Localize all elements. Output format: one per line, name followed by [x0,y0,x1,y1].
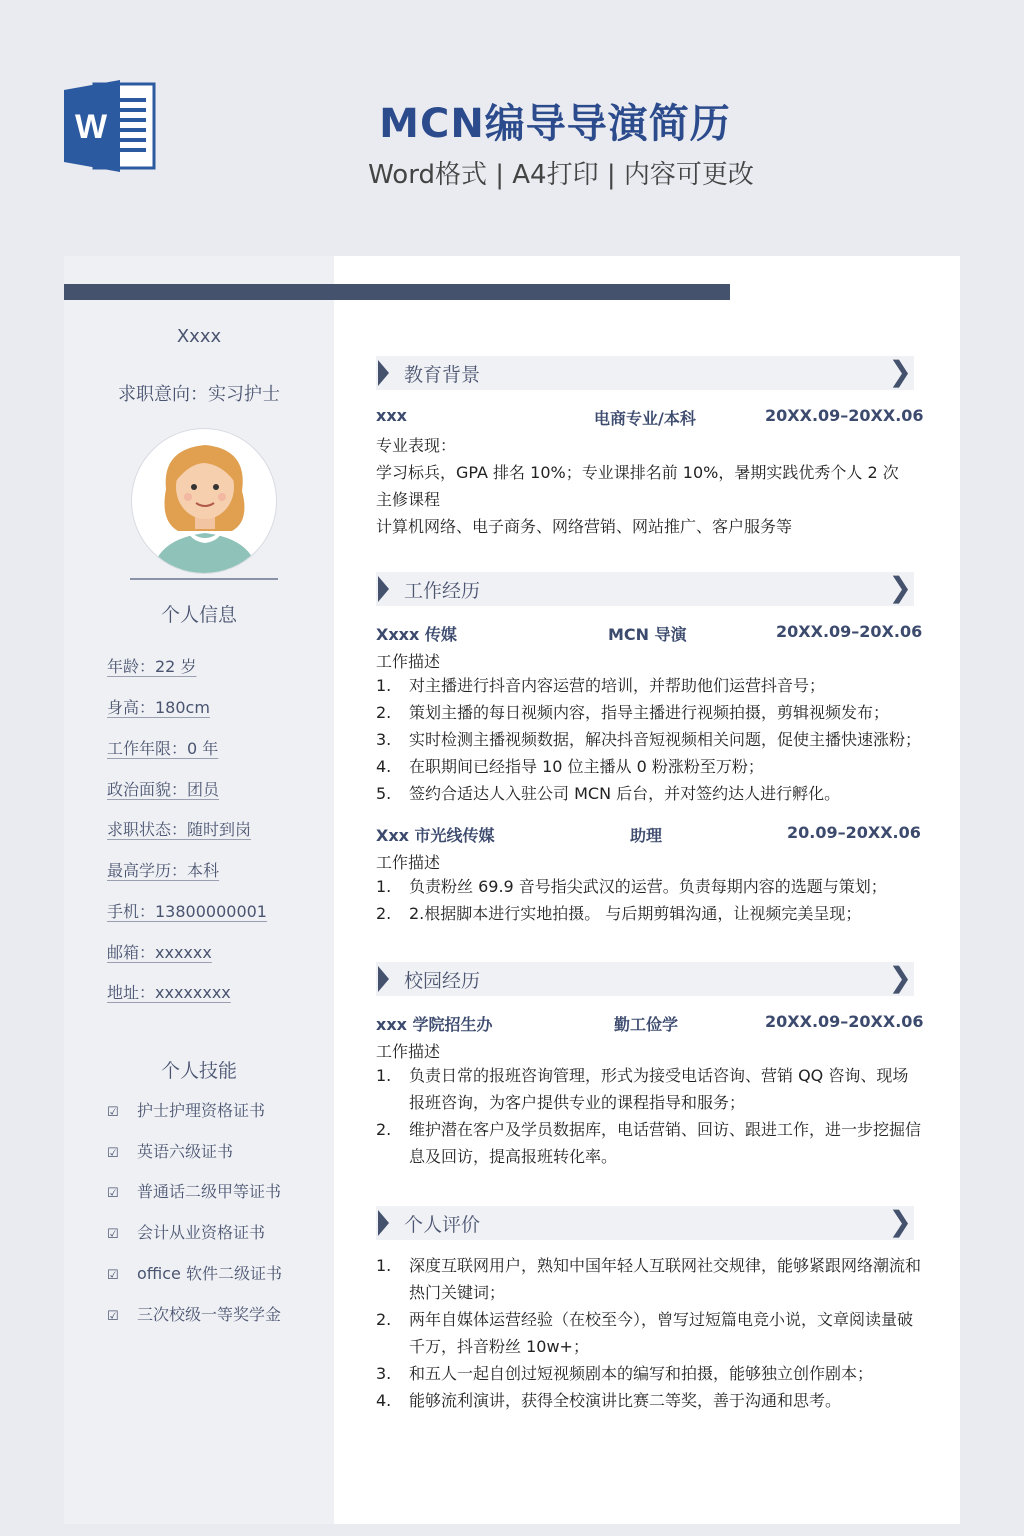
skill-label: 会计从业资格证书 [137,1223,266,1242]
list-item [376,672,921,699]
section-campus-header [376,962,914,996]
list-number: 2. [376,1120,392,1139]
list-number: 3. [376,1364,392,1383]
list-number: 2. [376,904,392,923]
list-item [376,1062,921,1116]
list-item [376,1360,921,1387]
section-title: 工作经历 [404,580,481,602]
triangle-marker-icon [378,576,389,602]
list-item [376,780,921,807]
list-item [376,1252,921,1306]
skill-label: 三次校级一等奖学金 [137,1305,282,1324]
chevron-right-icon: ❯ [888,961,912,994]
section-work-header [376,572,914,606]
section-title: 个人评价 [404,1214,481,1236]
page-subtitle: Word格式 | A4打印 | 内容可更改 [368,160,754,190]
skill-item [107,1098,265,1121]
desc-label: 工作描述 [376,853,441,872]
job-intent: 求职意向：实习护士 [118,384,280,405]
skill-label: 英语六级证书 [137,1142,234,1161]
candidate-name: Xxxx [176,326,222,347]
section-title: 教育背景 [404,364,481,386]
list-item [376,699,921,726]
list-text: 在职期间已经指导 10 位主播从 0 粉涨粉至万粉； [409,757,764,776]
education-line: 计算机网络、电子商务、网络营销、网站推广、客户服务等 [376,517,793,536]
info-item-email: 邮箱：xxxxxx [107,943,212,962]
personal-info-heading: 个人信息 [160,604,237,626]
section-education-header [376,356,914,390]
major: 电商专业/本科 [594,409,696,428]
section-evaluation-header [376,1206,914,1240]
chevron-right-icon: ❯ [888,1205,912,1238]
education-line: 主修课程 [376,490,441,509]
list-text: 深度互联网用户，熟知中国年轻人互联网社交规律，能够紧跟网络潮流和热门关键词； [409,1256,922,1302]
list-text: 两年自媒体运营经验（在校至今），曾写过短篇电竞小说，文章阅读量破千万，抖音粉丝 10w+； [409,1310,914,1356]
triangle-marker-icon [378,360,389,386]
list-number: 5. [376,784,392,803]
list-item [376,1306,921,1360]
role: 助理 [630,826,663,845]
school-name: xxx [376,406,407,425]
chevron-right-icon: ❯ [888,355,912,388]
checkbox-icon: ☑ [107,1146,119,1161]
period: 20XX.09–20XX.06 [765,1012,924,1031]
desc-label: 工作描述 [376,1042,441,1061]
page-title: MCN编导导演简历 [379,101,731,147]
list-text: 实时检测主播视频数据，解决抖音短视频相关问题，促使主播快速涨粉； [409,730,922,749]
skill-item [107,1302,281,1325]
list-number: 1. [376,1256,392,1275]
skill-label: 护士护理资格证书 [137,1101,266,1120]
list-text: 负责日常的报班咨询管理，形式为接受电话咨询、营销 QQ 咨询、现场报班咨询，为客户提供专业的课程指导和服务； [409,1066,909,1112]
list-item [376,1116,921,1170]
info-item-status: 求职状态：随时到岗 [107,820,252,839]
sidebar [64,256,334,1524]
chevron-right-icon: ❯ [888,571,912,604]
company: Xxx 市光线传媒 [376,826,495,845]
skill-label: office 软件二级证书 [137,1264,282,1283]
list-number: 2. [376,1310,392,1329]
list-text: 对主播进行抖音内容运营的培训，并帮助他们运营抖音号； [409,676,826,695]
period: 20.09–20XX.06 [787,823,921,842]
list-number: 1. [376,676,392,695]
avatar-divider [130,578,278,580]
skill-label: 普通话二级甲等证书 [137,1182,282,1201]
list-number: 4. [376,1391,392,1410]
list-item [376,1387,921,1414]
triangle-marker-icon [378,966,389,992]
top-accent-bar [64,284,730,300]
info-item-address: 地址：xxxxxxxx [107,983,231,1002]
skill-item [107,1139,233,1162]
info-item-politics: 政治面貌：团员 [107,780,220,799]
organization: xxx 学院招生办 [376,1015,493,1034]
education-line: 学习标兵，GPA 排名 10%；专业课排名前 10%，暑期实践优秀个人 2 次 [376,463,899,482]
info-item-education: 最高学历：本科 [107,861,220,880]
skill-item [107,1261,282,1284]
education-line: 专业表现： [376,436,457,455]
resume-paper [64,256,960,1524]
triangle-marker-icon [378,1210,389,1236]
skill-item [107,1220,265,1243]
list-item [376,900,921,927]
list-text: 维护潜在客户及学员数据库，电话营销、回访、跟进工作，进一步挖掘信息及回访，提高报班转化率。 [409,1120,922,1166]
list-number: 1. [376,877,392,896]
skills-heading: 个人技能 [160,1060,237,1082]
checkbox-icon: ☑ [107,1268,119,1283]
list-item [376,873,921,900]
list-number: 2. [376,703,392,722]
checkbox-icon: ☑ [107,1186,119,1201]
list-number: 4. [376,757,392,776]
list-number: 1. [376,1066,392,1085]
list-item [376,726,921,753]
desc-label: 工作描述 [376,652,441,671]
avatar [131,428,277,574]
role: MCN 导演 [608,625,687,644]
checkbox-icon: ☑ [107,1309,119,1324]
list-item [376,753,921,780]
skill-item [107,1179,281,1202]
list-text: 负责粉丝 69.9 音号指尖武汉的运营。负责每期内容的选题与策划； [409,877,887,896]
info-item-experience: 工作年限：0 年 [107,739,219,758]
info-item-phone: 手机：13800000001 [107,902,267,921]
list-text: 2.根据脚本进行实地拍摄。 与后期剪辑沟通，让视频完美呈现； [409,904,862,923]
list-text: 能够流利演讲，获得全校演讲比赛二等奖，善于沟通和思考。 [409,1391,842,1410]
info-item-height: 身高：180cm [107,698,210,717]
company: Xxxx 传媒 [376,625,457,644]
list-number: 3. [376,730,392,749]
list-text: 和五人一起自创过短视频剧本的编写和拍摄，能够独立创作剧本； [409,1364,874,1383]
list-text: 签约合适达人入驻公司 MCN 后台，并对签约达人进行孵化。 [409,784,841,803]
list-text: 策划主播的每日视频内容，指导主播进行视频拍摄，剪辑视频发布； [409,703,890,722]
word-logo-letter: W [74,108,108,146]
role: 勤工俭学 [614,1015,679,1034]
info-item-age: 年龄：22 岁 [107,657,197,676]
section-title: 校园经历 [404,970,481,992]
period: 20XX.09–20XX.06 [765,406,924,425]
checkbox-icon: ☑ [107,1227,119,1242]
checkbox-icon: ☑ [107,1105,119,1120]
period: 20XX.09–20X.06 [776,622,923,641]
